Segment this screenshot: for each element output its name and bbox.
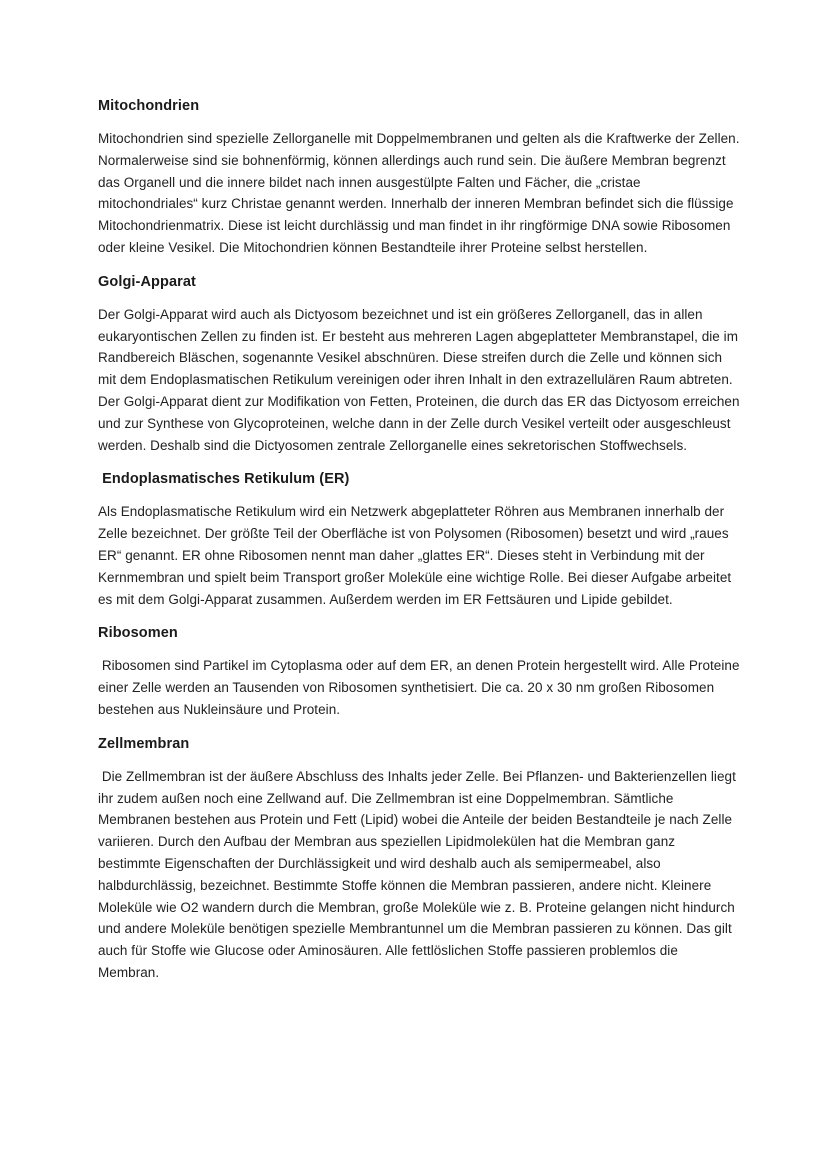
section-paragraph-golgi-apparat: Der Golgi-Apparat wird auch als Dictyosom bezeichnet und ist ein größeres Zellorganell, das in allen eukaryontischen Zellen zu finden ist. Er besteht aus mehreren Lagen abgeplatteter Membranstapel, die im Randbereich Bläschen, sogenannte Vesikel abschnüren. Diese streifen durch die Zelle und können sich mit dem Endoplasmatischen Retikulum vereinigen oder ihren Inhalt in den extrazellulären Raum abtreten. Der Golgi-Apparat dient zur Modifikation von Fetten, Proteinen, die durch das ER das Dictyosom erreichen und zur Synthese von Glycoproteinen, welche dann in der Zelle durch Vesikel verteilt oder ausgeschleust werden. Deshalb sind die Dictyosomen zentrale Zellorganelle eines sekretorischen Stoffwechsels. — [98, 306, 744, 453]
section-ribosomen — [98, 624, 744, 720]
section-endoplasmatisches-retikulum — [98, 470, 740, 610]
section-mitochondrien — [98, 97, 744, 259]
section-zellmembran — [98, 735, 740, 984]
section-heading-ribosomen: Ribosomen — [98, 625, 178, 642]
section-heading-golgi-apparat: Golgi-Apparat — [98, 273, 196, 290]
section-paragraph-endoplasmatisches-retikulum: Als Endoplasmatische Retikulum wird ein Netzwerk abgeplatteter Röhren aus Membranen innerhalb der Zelle bezeichnet. Der größte Teil der Oberfläche ist von Polysomen (Ribosomen) besetzt und wird „raues ER“ genannt. ER ohne Ribosomen nennt man daher „glattes ER“. Dieses steht in Verbindung mit der Kernmembran und spielt beim Transport großer Moleküle eine wichtige Rolle. Bei dieser Aufgabe arbeitet es mit dem Golgi-Apparat zusammen. Außerdem werden im ER Fettsäuren und Lipide gebildet. — [98, 504, 735, 607]
section-heading-zellmembran: Zellmembran — [98, 735, 190, 752]
section-paragraph-ribosomen: Ribosomen sind Partikel im Cytoplasma oder auf dem ER, an denen Protein hergestellt wird. Alle Proteine einer Zelle werden an Tausenden von Ribosomen synthetisiert. Die ca. 20 x 30 nm großen Ribosomen bestehen aus Nukleinsäure und Protein. — [98, 658, 744, 717]
section-heading-endoplasmatisches-retikulum: Endoplasmatisches Retikulum (ER) — [98, 471, 350, 488]
section-golgi-apparat — [98, 273, 744, 457]
section-paragraph-mitochondrien: Mitochondrien sind spezielle Zellorganelle mit Doppelmembranen und gelten als die Kraftwerke der Zellen. Normalerweise sind sie bohnenförmig, können allerdings auch rund sein. Die äußere Membran begrenzt das Organell und die innere bildet nach innen ausgestülpte Falten und Fächer, die „cristae mitochondriales“ kurz Christae genannt werden. Innerhalb der inneren Membran befindet sich die flüssige Mitochondrienmatrix. Diese ist leicht durchlässig und man findet in ihr ringförmige DNA sowie Ribosomen oder kleine Vesikel. Die Mitochondrien können Bestandteile ihrer Proteine selbst herstellen. — [98, 131, 744, 255]
section-paragraph-zellmembran: Die Zellmembran ist der äußere Abschluss des Inhalts jeder Zelle. Bei Pflanzen- und Bakterienzellen liegt ihr zudem außen noch eine Zellwand auf. Die Zellmembran ist eine Doppelmembran. Sämtliche Membranen bestehen aus Protein und Fett (Lipid) wobei die Anteile der beiden Bestandteile je nach Zelle variieren. Durch den Aufbau der Membran aus speziellen Lipidmolekülen hat die Membran ganz bestimmte Eigenschaften der Durchlässigkeit und wird deshalb auch als semipermeabel, also halbdurchlässig, bezeichnet. Bestimmte Stoffe können die Membran passieren, andere nicht. Kleinere Moleküle wie O2 wandern durch die Membran, große Moleküle wie z. B. Proteine gelangen nicht hindurch und andere Moleküle benötigen spezielle Membrantunnel um die Membran passieren zu können. Das gilt auch für Stoffe wie Glucose oder Aminosäuren. Alle fettlöslichen Stoffe passieren problemlos die Membran. — [98, 768, 740, 980]
section-heading-mitochondrien: Mitochondrien — [98, 98, 200, 114]
